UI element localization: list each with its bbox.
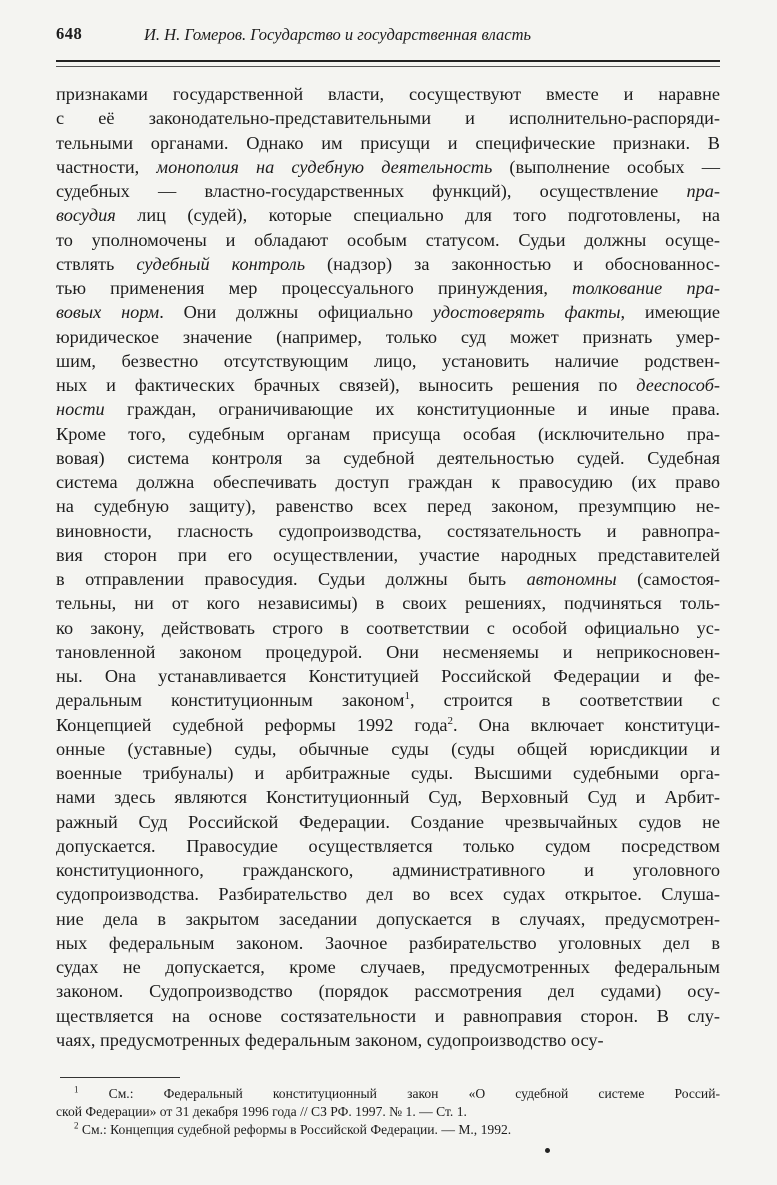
text-run: ние дела в закрытом заседании допускается в случаях, предусмотрен- xyxy=(56,908,720,929)
text-line xyxy=(56,1028,720,1052)
footnote-mark: 1 xyxy=(74,1084,79,1095)
text-line xyxy=(56,979,720,1003)
emphasis-text: восудия xyxy=(56,205,116,226)
text-run: . Она включает конституци- xyxy=(452,714,720,735)
text-run: тельными органами. Однако им присущи и специфические признаки. В xyxy=(56,132,720,153)
text-line xyxy=(56,300,720,324)
text-run: вия сторон при его осуществлении, участие народных представителей xyxy=(56,544,720,565)
text-line xyxy=(56,591,720,615)
text-run: нами здесь являются Конституционный Суд, Верховный Суд и Арбит- xyxy=(56,787,720,808)
text-run: ных и фактических брачных связей), выносить решения по xyxy=(56,375,637,395)
text-run: судах не допускается, кроме случаев, предусмотренных федеральным xyxy=(56,957,720,977)
text-line xyxy=(56,131,720,155)
text-run: онные (уставные) суды, обычные суды (суды общей юрисдикции и xyxy=(56,738,720,759)
text-run: виновности, гласность судопроизводства, состязательность и равнопра- xyxy=(56,520,720,541)
text-line xyxy=(56,155,720,179)
text-run: (самостоя- xyxy=(616,569,720,589)
footnote-ref: 2 xyxy=(447,714,453,727)
text-line xyxy=(56,349,720,373)
text-line xyxy=(56,82,720,106)
text-line xyxy=(56,276,720,300)
text-run: в отправлении правосудия. Судьи должны быть xyxy=(56,569,527,589)
footnote-separator xyxy=(60,1077,180,1078)
text-run: деральным конституционным законом xyxy=(56,690,405,711)
text-run: законом. Судопроизводство (порядок рассмотрения дел судами) осу- xyxy=(56,981,720,1002)
emphasis-text: ности xyxy=(56,399,105,420)
text-line xyxy=(56,494,720,518)
text-line xyxy=(56,737,720,761)
emphasis-text: пра- xyxy=(686,181,720,201)
text-run: юридическое значение (например, только суд может признать умер- xyxy=(56,326,720,347)
text-line xyxy=(56,907,720,931)
text-run: , имеющие xyxy=(620,302,720,323)
text-run: ны. Она устанавливается Конституцией Российской Федерации и фе- xyxy=(56,666,720,686)
text-line xyxy=(56,397,720,421)
text-line xyxy=(56,616,720,640)
text-run: допускается. Правосудие осуществляется только судом посредством xyxy=(56,835,720,856)
footnotes xyxy=(56,1085,720,1139)
text-line xyxy=(56,1004,720,1028)
emphasis-text: монополия на судебную деятельность xyxy=(156,156,493,177)
footnote-line xyxy=(56,1121,720,1139)
footnote-ref: 1 xyxy=(404,690,410,703)
text-run: вовая) система контроля за судебной деятельностью судей. Судебная xyxy=(56,447,720,468)
footnote-text: См.: Федеральный конституционный закон «О судебной системе Россий- xyxy=(108,1086,720,1101)
text-line xyxy=(56,761,720,785)
text-run: ществляется на основе состязательности и равноправия сторон. В слу- xyxy=(56,1005,720,1026)
footnote-text: См.: Концепция судебной реформы в Российской Федерации. — М., 1992. xyxy=(81,1122,512,1137)
text-line xyxy=(56,785,720,809)
text-run: (надзор) за законностью и обоснованнос- xyxy=(305,253,720,274)
text-run: ных федеральным законом. Заочное разбирательство уголовных дел в xyxy=(56,932,720,953)
text-line xyxy=(56,955,720,979)
text-run: граждан, ограничивающие их конституционные и иные права. xyxy=(104,399,720,420)
text-run: конституционного, гражданского, административного и уголовного xyxy=(56,860,720,880)
text-line xyxy=(56,931,720,955)
text-run: лиц (судей), которые специально для того подготовлены, на xyxy=(115,205,720,226)
text-run: ражный Суд Российской Федерации. Создание чрезвычайных судов не xyxy=(56,811,720,832)
text-line xyxy=(56,179,720,203)
emphasis-text: толкование пра- xyxy=(572,278,720,298)
text-run: Кроме того, судебным органам присуща особая (исключительно пра- xyxy=(56,423,720,444)
text-line xyxy=(56,373,720,397)
text-line xyxy=(56,664,720,688)
text-line xyxy=(56,688,720,712)
text-line xyxy=(56,882,720,906)
text-run: судебных — властно-государственных функций), осуществление xyxy=(56,181,687,201)
text-line xyxy=(56,543,720,567)
text-line xyxy=(56,640,720,664)
text-run: с её законодательно-представительными и исполнительно-распоряди- xyxy=(56,108,720,129)
text-run: ко закону, действовать строго в соответствии с особой официально ус- xyxy=(56,617,720,638)
text-run: судопроизводства. Разбирательство дел во всех судах открытое. Слуша- xyxy=(56,884,720,905)
text-run: то уполномочены и обладают особым статусом. Судьи должны осуще- xyxy=(56,229,720,250)
text-line xyxy=(56,446,720,470)
text-run: шим, безвестно отсутствующим лицо, установить наличие родствен- xyxy=(56,350,720,371)
text-run: признаками государственной власти, сосуществуют вместе и наравне xyxy=(56,84,720,104)
text-line xyxy=(56,470,720,494)
header-rule-thin xyxy=(56,66,720,67)
running-title: И. Н. Гомеров. Государство и государственная власть xyxy=(144,25,532,44)
emphasis-text: дееспособ- xyxy=(636,375,720,395)
text-line xyxy=(56,713,720,737)
page-number: 648 xyxy=(56,24,83,43)
text-line xyxy=(56,422,720,446)
text-line xyxy=(56,106,720,130)
text-run: чаях, предусмотренных федеральным законом, судопроизводство осу- xyxy=(56,1029,604,1050)
body-text xyxy=(56,82,720,1052)
text-line xyxy=(56,810,720,834)
text-line xyxy=(56,858,720,882)
text-run: частности, xyxy=(56,156,157,177)
text-line xyxy=(56,252,720,276)
text-run: тельны, ни от кого независимы) в своих решениях, подчиняться толь- xyxy=(56,593,720,614)
text-run: (выполнение особых — xyxy=(492,156,720,177)
text-run: ствлять xyxy=(56,253,137,274)
text-run: система должна обеспечивать доступ граждан к правосудию (их право xyxy=(56,472,720,492)
footnote-mark: 2 xyxy=(74,1120,79,1131)
footnote-text: ской Федерации» от 31 декабря 1996 года // СЗ РФ. 1997. № 1. — Ст. 1. xyxy=(56,1104,467,1119)
footnote-line xyxy=(56,1103,720,1121)
text-line xyxy=(56,519,720,543)
text-line xyxy=(56,567,720,591)
text-run: , строится в соответствии с xyxy=(409,690,720,711)
emphasis-text: автономны xyxy=(526,569,617,589)
text-line xyxy=(56,228,720,252)
emphasis-text: судебный контроль xyxy=(136,253,306,274)
text-line xyxy=(56,325,720,349)
text-line xyxy=(56,203,720,227)
header-rule xyxy=(56,60,720,62)
emphasis-text: вовых норм xyxy=(56,302,160,323)
text-run: . Они должны официально xyxy=(159,302,433,323)
text-run: тью применения мер процессуального принуждения, xyxy=(56,278,573,298)
text-line xyxy=(56,834,720,858)
text-run: тановленной законом процедурой. Они несменяемы и неприкосновен- xyxy=(56,641,720,662)
text-run: военные трибуналы) и арбитражные суды. Высшими судебными орга- xyxy=(56,763,720,783)
text-run: на судебную защиту), равенство всех перед законом, презумпцию не- xyxy=(56,496,720,517)
emphasis-text: удостоверять факты xyxy=(432,302,621,323)
text-run: Концепцией судебной реформы 1992 года xyxy=(56,714,448,735)
print-speck xyxy=(545,1148,550,1153)
footnote-line xyxy=(56,1085,720,1103)
